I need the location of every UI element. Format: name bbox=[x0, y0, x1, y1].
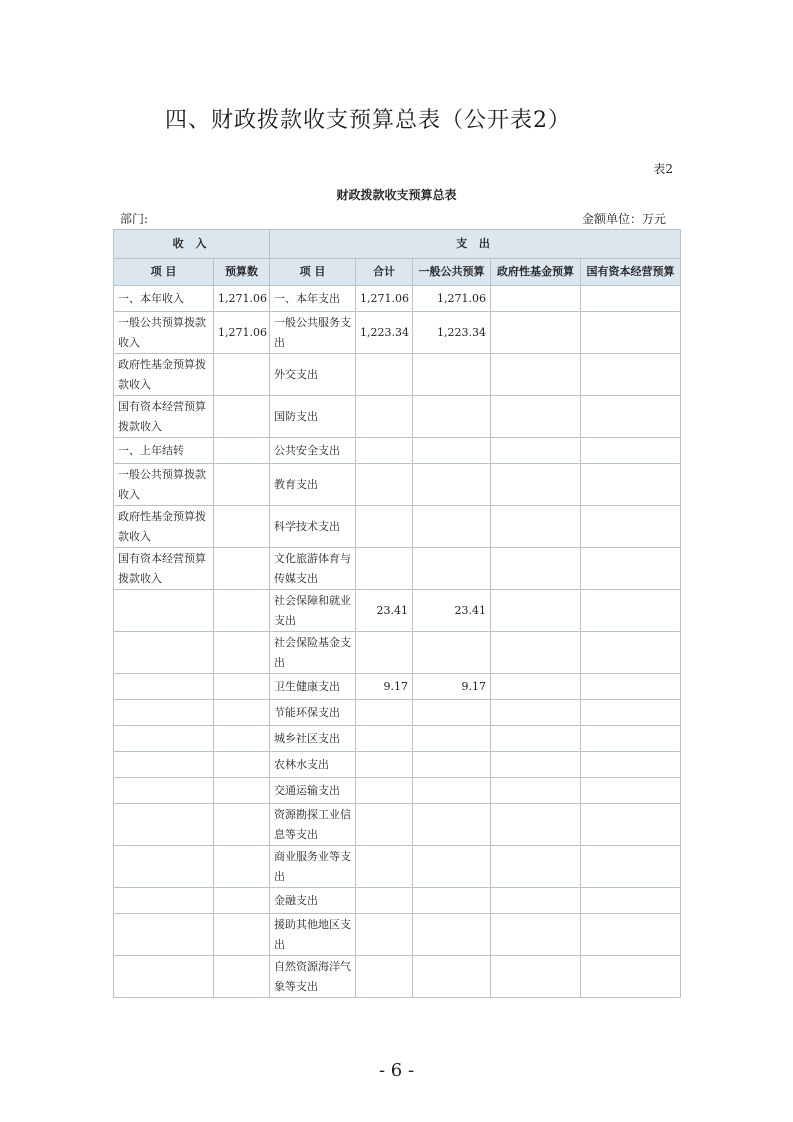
table-row bbox=[114, 956, 681, 998]
expense-item-cell: 自然资源海洋气象等支出 bbox=[270, 956, 356, 998]
gov-fund-cell bbox=[491, 726, 581, 752]
table-row bbox=[114, 548, 681, 590]
general-public-header: 一般公共预算 bbox=[413, 259, 491, 286]
expense-item-header: 项 目 bbox=[270, 259, 356, 286]
gov-fund-cell bbox=[491, 752, 581, 778]
general-public-cell bbox=[413, 354, 491, 396]
income-value-cell: 1,271.06 bbox=[214, 312, 270, 354]
gov-fund-cell bbox=[491, 846, 581, 888]
total-cell bbox=[356, 846, 413, 888]
state-capital-cell bbox=[581, 726, 681, 752]
table-row bbox=[114, 354, 681, 396]
total-cell bbox=[356, 632, 413, 674]
income-value-cell: 1,271.06 bbox=[214, 286, 270, 312]
state-capital-cell bbox=[581, 632, 681, 674]
table-row bbox=[114, 438, 681, 464]
table-row bbox=[114, 590, 681, 632]
expense-item-cell: 文化旅游体育与传媒支出 bbox=[270, 548, 356, 590]
general-public-cell bbox=[413, 632, 491, 674]
income-item-cell: 一般公共预算拨款收入 bbox=[114, 312, 214, 354]
expense-item-cell: 节能环保支出 bbox=[270, 700, 356, 726]
table-title: 财政拨款收支预算总表 bbox=[336, 188, 457, 202]
income-item-cell bbox=[114, 804, 214, 846]
total-cell bbox=[356, 914, 413, 956]
income-item-cell bbox=[114, 888, 214, 914]
total-cell bbox=[356, 354, 413, 396]
gov-fund-cell bbox=[491, 590, 581, 632]
income-value-cell bbox=[214, 674, 270, 700]
gov-fund-cell bbox=[491, 778, 581, 804]
total-cell bbox=[356, 956, 413, 998]
state-capital-cell bbox=[581, 674, 681, 700]
expense-item-cell: 商业服务业等支出 bbox=[270, 846, 356, 888]
state-capital-cell bbox=[581, 846, 681, 888]
state-capital-cell bbox=[581, 506, 681, 548]
state-capital-cell bbox=[581, 752, 681, 778]
table-body bbox=[114, 286, 681, 998]
total-cell bbox=[356, 464, 413, 506]
income-item-cell bbox=[114, 674, 214, 700]
general-public-cell bbox=[413, 956, 491, 998]
gov-fund-cell bbox=[491, 888, 581, 914]
income-item-cell bbox=[114, 914, 214, 956]
total-cell bbox=[356, 438, 413, 464]
total-cell bbox=[356, 548, 413, 590]
gov-fund-cell bbox=[491, 804, 581, 846]
general-public-cell bbox=[413, 778, 491, 804]
general-public-cell: 1,271.06 bbox=[413, 286, 491, 312]
income-item-cell bbox=[114, 590, 214, 632]
table-row bbox=[114, 888, 681, 914]
income-item-cell bbox=[114, 778, 214, 804]
expense-item-cell: 交通运输支出 bbox=[270, 778, 356, 804]
state-capital-cell bbox=[581, 286, 681, 312]
state-capital-cell bbox=[581, 548, 681, 590]
income-item-cell: 一、本年收入 bbox=[114, 286, 214, 312]
gov-fund-cell bbox=[491, 506, 581, 548]
general-public-cell bbox=[413, 700, 491, 726]
general-public-cell: 9.17 bbox=[413, 674, 491, 700]
table-row bbox=[114, 464, 681, 506]
table-row bbox=[114, 726, 681, 752]
expense-item-cell: 城乡社区支出 bbox=[270, 726, 356, 752]
state-capital-cell bbox=[581, 914, 681, 956]
state-capital-cell bbox=[581, 778, 681, 804]
expense-item-cell: 农林水支出 bbox=[270, 752, 356, 778]
income-value-cell bbox=[214, 438, 270, 464]
budget-table bbox=[113, 229, 681, 998]
state-capital-cell bbox=[581, 312, 681, 354]
income-item-cell: 一、上年结转 bbox=[114, 438, 214, 464]
income-value-cell bbox=[214, 632, 270, 674]
gov-fund-cell bbox=[491, 312, 581, 354]
income-value-cell bbox=[214, 700, 270, 726]
page-heading: 四、财政拨款收支预算总表（公开表2） bbox=[165, 108, 571, 133]
income-item-header: 项 目 bbox=[114, 259, 214, 286]
table-row bbox=[114, 846, 681, 888]
state-capital-cell bbox=[581, 396, 681, 438]
gov-fund-cell bbox=[491, 914, 581, 956]
gov-fund-cell bbox=[491, 956, 581, 998]
general-public-cell bbox=[413, 752, 491, 778]
general-public-cell bbox=[413, 506, 491, 548]
table-row bbox=[114, 312, 681, 354]
gov-fund-cell bbox=[491, 632, 581, 674]
income-value-cell bbox=[214, 396, 270, 438]
income-item-cell: 国有资本经营预算拨款收入 bbox=[114, 548, 214, 590]
expense-item-cell: 社会保障和就业支出 bbox=[270, 590, 356, 632]
income-value-cell bbox=[214, 752, 270, 778]
expense-item-cell: 社会保险基金支出 bbox=[270, 632, 356, 674]
table-row bbox=[114, 752, 681, 778]
total-cell bbox=[356, 506, 413, 548]
table-number: 表2 bbox=[653, 162, 673, 176]
income-budget-header: 预算数 bbox=[214, 259, 270, 286]
income-value-cell bbox=[214, 590, 270, 632]
income-item-cell: 国有资本经营预算拨款收入 bbox=[114, 396, 214, 438]
table-row bbox=[114, 700, 681, 726]
table-row bbox=[114, 632, 681, 674]
table-row bbox=[114, 804, 681, 846]
gov-fund-cell bbox=[491, 396, 581, 438]
income-value-cell bbox=[214, 956, 270, 998]
general-public-cell bbox=[413, 914, 491, 956]
income-item-cell bbox=[114, 846, 214, 888]
income-value-cell bbox=[214, 726, 270, 752]
page-number: - 6 - bbox=[378, 1060, 415, 1081]
table-row bbox=[114, 286, 681, 312]
state-capital-cell bbox=[581, 956, 681, 998]
total-cell: 23.41 bbox=[356, 590, 413, 632]
gov-fund-cell bbox=[491, 438, 581, 464]
expense-item-cell: 资源勘探工业信息等支出 bbox=[270, 804, 356, 846]
table-row bbox=[114, 396, 681, 438]
state-capital-header: 国有资本经营预算 bbox=[581, 259, 681, 286]
expense-item-cell: 公共安全支出 bbox=[270, 438, 356, 464]
income-item-cell bbox=[114, 956, 214, 998]
state-capital-cell bbox=[581, 464, 681, 506]
gov-fund-cell bbox=[491, 464, 581, 506]
gov-fund-header: 政府性基金预算 bbox=[491, 259, 581, 286]
income-value-cell bbox=[214, 354, 270, 396]
income-value-cell bbox=[214, 846, 270, 888]
general-public-cell bbox=[413, 438, 491, 464]
expense-item-cell: 援助其他地区支出 bbox=[270, 914, 356, 956]
general-public-cell bbox=[413, 846, 491, 888]
total-cell: 9.17 bbox=[356, 674, 413, 700]
total-cell bbox=[356, 778, 413, 804]
general-public-cell bbox=[413, 804, 491, 846]
table-row bbox=[114, 778, 681, 804]
income-item-cell: 一般公共预算拨款收入 bbox=[114, 464, 214, 506]
state-capital-cell bbox=[581, 700, 681, 726]
expense-item-cell: 国防支出 bbox=[270, 396, 356, 438]
income-value-cell bbox=[214, 804, 270, 846]
table-row bbox=[114, 914, 681, 956]
general-public-cell bbox=[413, 888, 491, 914]
total-cell bbox=[356, 804, 413, 846]
expense-item-cell: 教育支出 bbox=[270, 464, 356, 506]
state-capital-cell bbox=[581, 354, 681, 396]
table-row bbox=[114, 674, 681, 700]
income-value-cell bbox=[214, 914, 270, 956]
income-value-cell bbox=[214, 548, 270, 590]
total-cell bbox=[356, 726, 413, 752]
table-row bbox=[114, 506, 681, 548]
total-cell: 1,223.34 bbox=[356, 312, 413, 354]
expense-item-cell: 一般公共服务支出 bbox=[270, 312, 356, 354]
total-cell bbox=[356, 396, 413, 438]
total-cell bbox=[356, 752, 413, 778]
total-cell bbox=[356, 888, 413, 914]
income-value-cell bbox=[214, 778, 270, 804]
general-public-cell bbox=[413, 726, 491, 752]
gov-fund-cell bbox=[491, 674, 581, 700]
general-public-cell: 23.41 bbox=[413, 590, 491, 632]
income-item-cell bbox=[114, 752, 214, 778]
general-public-cell: 1,223.34 bbox=[413, 312, 491, 354]
gov-fund-cell bbox=[491, 548, 581, 590]
total-cell bbox=[356, 700, 413, 726]
income-item-cell: 政府性基金预算拨款收入 bbox=[114, 506, 214, 548]
expense-item-cell: 科学技术支出 bbox=[270, 506, 356, 548]
income-item-cell bbox=[114, 632, 214, 674]
income-value-cell bbox=[214, 464, 270, 506]
expense-group-header: 支 出 bbox=[270, 230, 681, 259]
gov-fund-cell bbox=[491, 286, 581, 312]
expense-item-cell: 一、本年支出 bbox=[270, 286, 356, 312]
income-value-cell bbox=[214, 506, 270, 548]
income-item-cell bbox=[114, 726, 214, 752]
income-group-header: 收 入 bbox=[114, 230, 270, 259]
income-item-cell bbox=[114, 700, 214, 726]
general-public-cell bbox=[413, 396, 491, 438]
gov-fund-cell bbox=[491, 354, 581, 396]
state-capital-cell bbox=[581, 888, 681, 914]
state-capital-cell bbox=[581, 438, 681, 464]
expense-item-cell: 卫生健康支出 bbox=[270, 674, 356, 700]
income-value-cell bbox=[214, 888, 270, 914]
expense-item-cell: 金融支出 bbox=[270, 888, 356, 914]
total-header: 合计 bbox=[356, 259, 413, 286]
general-public-cell bbox=[413, 548, 491, 590]
expense-item-cell: 外交支出 bbox=[270, 354, 356, 396]
total-cell: 1,271.06 bbox=[356, 286, 413, 312]
unit-label: 金额单位：万元 bbox=[581, 212, 666, 226]
state-capital-cell bbox=[581, 804, 681, 846]
state-capital-cell bbox=[581, 590, 681, 632]
general-public-cell bbox=[413, 464, 491, 506]
department-label: 部门: bbox=[120, 212, 149, 226]
gov-fund-cell bbox=[491, 700, 581, 726]
income-item-cell: 政府性基金预算拨款收入 bbox=[114, 354, 214, 396]
